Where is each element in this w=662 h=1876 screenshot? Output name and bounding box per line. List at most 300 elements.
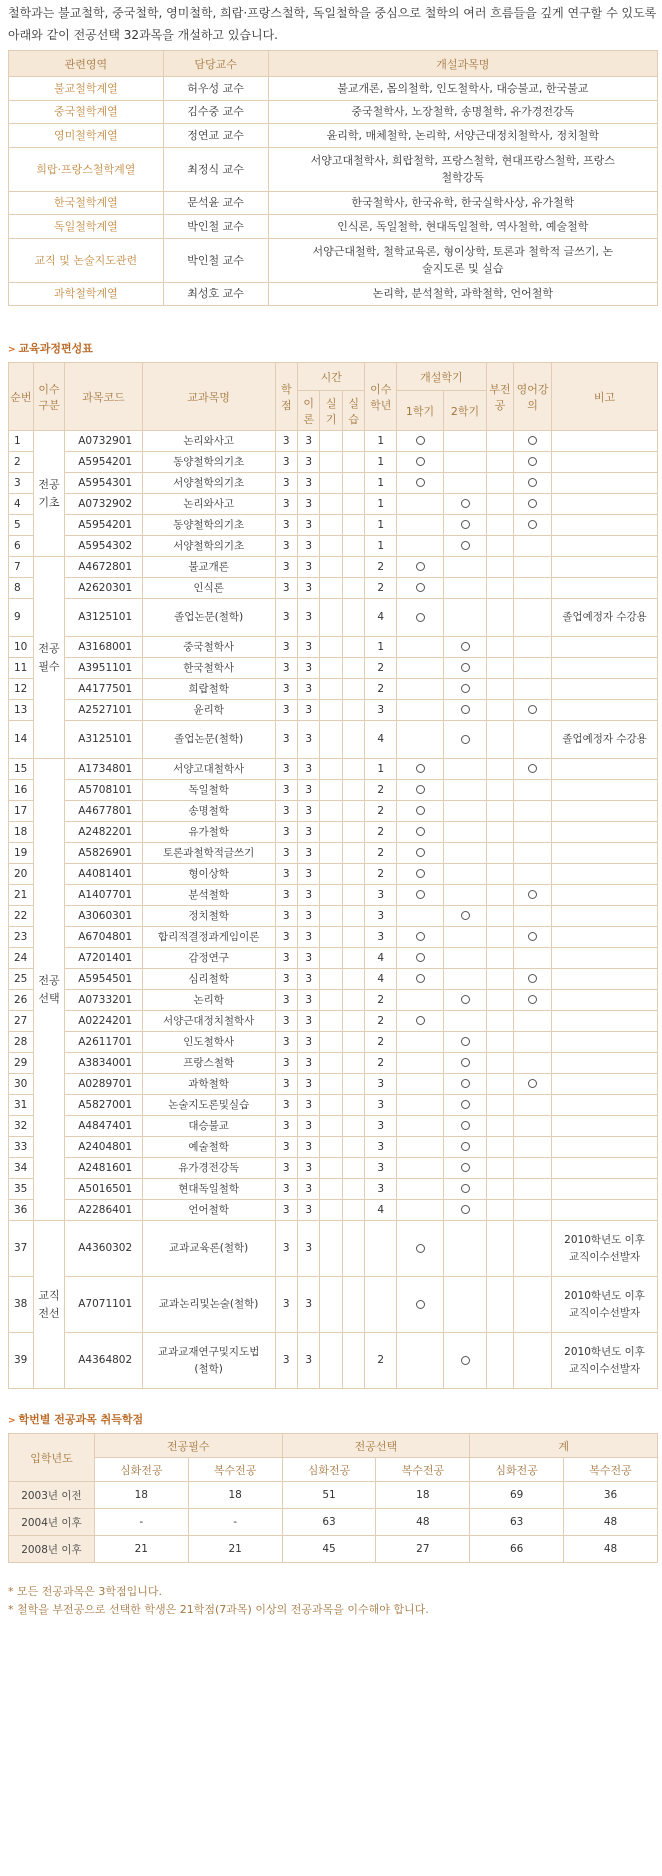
table-row — [9, 700, 658, 721]
table-row — [9, 721, 658, 759]
header-time: 시간 — [298, 363, 365, 391]
course-lab — [342, 1158, 364, 1179]
minor-cell — [486, 759, 513, 780]
semester1-cell — [396, 885, 443, 906]
course-theory: 3 — [298, 1074, 320, 1095]
course-theory: 3 — [298, 969, 320, 990]
open-mark-icon — [416, 806, 425, 815]
faculty-courses: 불교개론, 몸의철학, 인도철학사, 대승불교, 한국불교 — [268, 77, 657, 101]
course-note — [552, 679, 658, 700]
course-credit: 3 — [275, 1179, 297, 1200]
table-row — [9, 885, 658, 906]
english-mark-icon — [528, 764, 537, 773]
row-number: 23 — [9, 927, 34, 948]
open-mark-icon — [461, 735, 470, 744]
faculty-courses: 한국철학사, 한국유학, 한국실학사상, 유가철학 — [268, 191, 657, 215]
course-practice — [320, 927, 342, 948]
open-mark-icon — [461, 541, 470, 550]
semester1-cell — [396, 700, 443, 721]
open-mark-icon — [461, 1079, 470, 1088]
minor-cell — [486, 1011, 513, 1032]
course-practice — [320, 431, 342, 452]
semester2-cell — [444, 1053, 487, 1074]
minor-cell — [486, 494, 513, 515]
open-mark-icon — [461, 520, 470, 529]
course-theory: 3 — [298, 843, 320, 864]
english-cell — [513, 1032, 551, 1053]
course-code: A3834001 — [65, 1053, 143, 1074]
open-mark-icon — [416, 478, 425, 487]
english-cell — [513, 536, 551, 557]
semester2-cell — [444, 801, 487, 822]
course-lab — [342, 759, 364, 780]
semester2-cell — [444, 822, 487, 843]
course-practice — [320, 637, 342, 658]
course-year: 3 — [365, 1179, 396, 1200]
course-year: 2 — [365, 822, 396, 843]
course-credit: 3 — [275, 700, 297, 721]
course-practice — [320, 473, 342, 494]
course-lab — [342, 843, 364, 864]
minor-cell — [486, 948, 513, 969]
row-number: 21 — [9, 885, 34, 906]
course-note — [552, 780, 658, 801]
course-practice — [320, 536, 342, 557]
table-row — [9, 1277, 658, 1333]
semester1-cell — [396, 948, 443, 969]
course-lab — [342, 721, 364, 759]
minor-cell — [486, 578, 513, 599]
minor-cell — [486, 822, 513, 843]
english-cell — [513, 822, 551, 843]
course-note — [552, 822, 658, 843]
course-note: 졸업예정자 수강용 — [552, 721, 658, 759]
course-year: 2 — [365, 1011, 396, 1032]
course-name: 동양철학의기초 — [142, 515, 275, 536]
semester2-cell — [444, 1074, 487, 1095]
open-mark-icon — [461, 684, 470, 693]
course-note — [552, 1032, 658, 1053]
english-cell — [513, 780, 551, 801]
semester1-cell — [396, 637, 443, 658]
row-number: 33 — [9, 1137, 34, 1158]
minor-cell — [486, 679, 513, 700]
note-line: * 모든 전공과목은 3학점입니다. — [8, 1585, 162, 1598]
course-name: 언어철학 — [142, 1200, 275, 1221]
semester1-cell — [396, 452, 443, 473]
english-cell — [513, 494, 551, 515]
semester2-cell — [444, 1333, 487, 1389]
course-code: A4672801 — [65, 557, 143, 578]
course-name: 형이상학 — [142, 864, 275, 885]
minor-cell — [486, 864, 513, 885]
course-note — [552, 515, 658, 536]
course-code: A5954501 — [65, 969, 143, 990]
course-theory: 3 — [298, 1277, 320, 1333]
course-year: 2 — [365, 578, 396, 599]
table-row — [9, 822, 658, 843]
course-name: 인도철학사 — [142, 1032, 275, 1053]
semester2-cell — [444, 1179, 487, 1200]
curriculum-table — [8, 362, 658, 1389]
course-note — [552, 864, 658, 885]
course-name: 감정연구 — [142, 948, 275, 969]
course-code: A5826901 — [65, 843, 143, 864]
course-code: A4364802 — [65, 1333, 143, 1389]
course-code: A0224201 — [65, 1011, 143, 1032]
semester1-cell — [396, 1116, 443, 1137]
english-cell — [513, 1200, 551, 1221]
semester2-cell — [444, 1032, 487, 1053]
course-note — [552, 557, 658, 578]
english-cell — [513, 948, 551, 969]
semester2-cell — [444, 721, 487, 759]
semester2-cell — [444, 990, 487, 1011]
table-row — [9, 431, 658, 452]
table-row — [9, 864, 658, 885]
semester1-cell — [396, 473, 443, 494]
header-no: 순번 — [9, 363, 34, 431]
faculty-courses: 서양근대철학, 철학교육론, 형이상학, 토론과 철학적 글쓰기, 논술지도론 및 실습 — [268, 238, 657, 282]
course-theory: 3 — [298, 780, 320, 801]
minor-cell — [486, 599, 513, 637]
faculty-area: 교직 및 논술지도관련 — [9, 238, 164, 282]
course-note — [552, 1179, 658, 1200]
english-mark-icon — [528, 457, 537, 466]
table-row — [9, 1011, 658, 1032]
course-code: A3125101 — [65, 721, 143, 759]
course-practice — [320, 1277, 342, 1333]
course-practice — [320, 801, 342, 822]
course-theory: 3 — [298, 557, 320, 578]
table-row — [9, 578, 658, 599]
course-name: 송명철학 — [142, 801, 275, 822]
minor-cell — [486, 1137, 513, 1158]
minor-cell — [486, 536, 513, 557]
course-credit: 3 — [275, 557, 297, 578]
header-professor: 담당교수 — [163, 51, 268, 77]
course-note — [552, 494, 658, 515]
course-note — [552, 658, 658, 679]
credit-value: 21 — [94, 1536, 188, 1563]
minor-cell — [486, 1074, 513, 1095]
table-row — [9, 1095, 658, 1116]
course-theory: 3 — [298, 1011, 320, 1032]
semester1-cell — [396, 1200, 443, 1221]
course-code: A2404801 — [65, 1137, 143, 1158]
header-practice1: 실기 — [320, 391, 342, 431]
course-year: 2 — [365, 1032, 396, 1053]
course-year: 3 — [365, 906, 396, 927]
course-theory: 3 — [298, 1158, 320, 1179]
course-code: A0732902 — [65, 494, 143, 515]
semester1-cell — [396, 801, 443, 822]
course-year: 1 — [365, 452, 396, 473]
header-semester: 개설학기 — [396, 363, 486, 391]
english-cell — [513, 721, 551, 759]
table-row — [9, 536, 658, 557]
course-note — [552, 801, 658, 822]
course-year — [365, 1221, 396, 1277]
course-lab — [342, 536, 364, 557]
course-year: 2 — [365, 990, 396, 1011]
course-practice — [320, 700, 342, 721]
credit-value: 48 — [564, 1536, 658, 1563]
course-practice — [320, 658, 342, 679]
course-credit: 3 — [275, 822, 297, 843]
semester1-cell — [396, 1074, 443, 1095]
semester1-cell — [396, 1137, 443, 1158]
open-mark-icon — [416, 436, 425, 445]
credits-row — [9, 1509, 658, 1536]
row-number: 15 — [9, 759, 34, 780]
credit-value: 27 — [376, 1536, 470, 1563]
row-number: 25 — [9, 969, 34, 990]
faculty-area: 영미철학계열 — [9, 124, 164, 148]
course-credit: 3 — [275, 990, 297, 1011]
row-number: 14 — [9, 721, 34, 759]
open-mark-icon — [461, 995, 470, 1004]
faculty-professor: 최성호 교수 — [163, 282, 268, 306]
credit-value: 66 — [470, 1536, 564, 1563]
row-number: 26 — [9, 990, 34, 1011]
semester2-cell — [444, 1158, 487, 1179]
course-theory: 3 — [298, 1221, 320, 1277]
minor-cell — [486, 1179, 513, 1200]
course-lab — [342, 1053, 364, 1074]
course-practice — [320, 1179, 342, 1200]
course-code: A0733201 — [65, 990, 143, 1011]
course-lab — [342, 948, 364, 969]
semester2-cell — [444, 1221, 487, 1277]
english-cell — [513, 885, 551, 906]
course-note — [552, 927, 658, 948]
course-code: A4081401 — [65, 864, 143, 885]
english-cell — [513, 515, 551, 536]
course-year: 3 — [365, 927, 396, 948]
course-name: 교과교육론(철학) — [142, 1221, 275, 1277]
course-credit: 3 — [275, 927, 297, 948]
course-note: 졸업예정자 수강용 — [552, 599, 658, 637]
header-deep: 심화전공 — [470, 1458, 564, 1482]
course-credit: 3 — [275, 885, 297, 906]
course-theory: 3 — [298, 759, 320, 780]
table-row — [9, 990, 658, 1011]
course-credit: 3 — [275, 969, 297, 990]
semester2-cell — [444, 864, 487, 885]
minor-cell — [486, 1116, 513, 1137]
course-lab — [342, 515, 364, 536]
semester1-cell — [396, 759, 443, 780]
course-credit: 3 — [275, 780, 297, 801]
semester2-cell — [444, 679, 487, 700]
english-cell — [513, 658, 551, 679]
course-name: 졸업논문(철학) — [142, 721, 275, 759]
course-name: 유가경전강독 — [142, 1158, 275, 1179]
course-name: 불교개론 — [142, 557, 275, 578]
english-cell — [513, 679, 551, 700]
semester2-cell — [444, 599, 487, 637]
course-lab — [342, 578, 364, 599]
credit-value: 48 — [564, 1509, 658, 1536]
header-english: 영어강의 — [513, 363, 551, 431]
course-theory: 3 — [298, 679, 320, 700]
minor-cell — [486, 801, 513, 822]
credit-value: 48 — [376, 1509, 470, 1536]
faculty-row — [9, 100, 658, 124]
faculty-row — [9, 191, 658, 215]
english-mark-icon — [528, 932, 537, 941]
course-year: 2 — [365, 780, 396, 801]
row-number: 13 — [9, 700, 34, 721]
course-practice — [320, 557, 342, 578]
faculty-row — [9, 77, 658, 101]
course-name: 서양철학의기초 — [142, 473, 275, 494]
open-mark-icon — [416, 1300, 425, 1309]
credit-value: - — [188, 1509, 282, 1536]
faculty-area: 한국철학계열 — [9, 191, 164, 215]
course-lab — [342, 822, 364, 843]
course-lab — [342, 1179, 364, 1200]
row-number: 32 — [9, 1116, 34, 1137]
course-practice — [320, 1200, 342, 1221]
credit-value: 45 — [282, 1536, 376, 1563]
minor-cell — [486, 515, 513, 536]
course-lab — [342, 679, 364, 700]
course-credit: 3 — [275, 864, 297, 885]
course-year: 2 — [365, 1053, 396, 1074]
course-theory: 3 — [298, 494, 320, 515]
open-mark-icon — [461, 642, 470, 651]
course-lab — [342, 1333, 364, 1389]
faculty-professor: 허우성 교수 — [163, 77, 268, 101]
course-type: 전공기초 — [33, 431, 64, 557]
course-year: 2 — [365, 864, 396, 885]
semester2-cell — [444, 637, 487, 658]
english-cell — [513, 1179, 551, 1200]
course-practice — [320, 494, 342, 515]
english-cell — [513, 452, 551, 473]
course-type: 교직전선 — [33, 1221, 64, 1389]
minor-cell — [486, 1333, 513, 1389]
semester1-cell — [396, 843, 443, 864]
english-cell — [513, 1074, 551, 1095]
course-theory: 3 — [298, 1333, 320, 1389]
semester2-cell — [444, 473, 487, 494]
course-name: 서양근대정치철학사 — [142, 1011, 275, 1032]
header-required: 전공필수 — [94, 1434, 282, 1458]
semester2-cell — [444, 700, 487, 721]
course-name: 희랍철학 — [142, 679, 275, 700]
semester2-cell — [444, 515, 487, 536]
course-credit: 3 — [275, 843, 297, 864]
course-credit: 3 — [275, 1032, 297, 1053]
course-code: A2482201 — [65, 822, 143, 843]
table-row — [9, 1032, 658, 1053]
course-practice — [320, 990, 342, 1011]
course-year: 1 — [365, 515, 396, 536]
english-cell — [513, 927, 551, 948]
arrow-icon: > — [8, 1416, 16, 1426]
table-row — [9, 1074, 658, 1095]
english-cell — [513, 1158, 551, 1179]
course-credit: 3 — [275, 1221, 297, 1277]
course-code: A5954201 — [65, 452, 143, 473]
course-name: 중국철학사 — [142, 637, 275, 658]
course-theory: 3 — [298, 700, 320, 721]
english-mark-icon — [528, 499, 537, 508]
semester2-cell — [444, 1095, 487, 1116]
course-lab — [342, 990, 364, 1011]
course-code: A6704801 — [65, 927, 143, 948]
course-year: 3 — [365, 1074, 396, 1095]
header-name: 교과목명 — [142, 363, 275, 431]
table-row — [9, 1333, 658, 1389]
table-row — [9, 843, 658, 864]
header-courses: 개설과목명 — [268, 51, 657, 77]
row-number: 16 — [9, 780, 34, 801]
course-note — [552, 473, 658, 494]
faculty-courses: 중국철학사, 노장철학, 송명철학, 유가경전강독 — [268, 100, 657, 124]
course-note: 2010학년도 이후 교직이수선발자 — [552, 1277, 658, 1333]
course-lab — [342, 780, 364, 801]
course-lab — [342, 494, 364, 515]
entry-year: 2003년 이전 — [9, 1482, 95, 1509]
course-code: A3168001 — [65, 637, 143, 658]
course-name: 현대독일철학 — [142, 1179, 275, 1200]
course-code: A1407701 — [65, 885, 143, 906]
semester2-cell — [444, 969, 487, 990]
course-credit: 3 — [275, 948, 297, 969]
course-credit: 3 — [275, 1053, 297, 1074]
course-year — [365, 1277, 396, 1333]
course-year: 3 — [365, 1137, 396, 1158]
header-practice2: 실습 — [342, 391, 364, 431]
semester2-cell — [444, 1011, 487, 1032]
course-credit: 3 — [275, 578, 297, 599]
course-credit: 3 — [275, 1011, 297, 1032]
header-total: 계 — [470, 1434, 658, 1458]
semester1-cell — [396, 1277, 443, 1333]
course-theory: 3 — [298, 637, 320, 658]
open-mark-icon — [416, 764, 425, 773]
minor-cell — [486, 431, 513, 452]
english-cell — [513, 1333, 551, 1389]
row-number: 1 — [9, 431, 34, 452]
row-number: 18 — [9, 822, 34, 843]
course-credit: 3 — [275, 1277, 297, 1333]
open-mark-icon — [416, 932, 425, 941]
course-note — [552, 1116, 658, 1137]
course-name: 대승불교 — [142, 1116, 275, 1137]
course-code: A2527101 — [65, 700, 143, 721]
curriculum-section-title: > 교육과정편성표 — [8, 342, 93, 355]
semester1-cell — [396, 599, 443, 637]
course-code: A3125101 — [65, 599, 143, 637]
table-row — [9, 1116, 658, 1137]
row-number: 3 — [9, 473, 34, 494]
semester2-cell — [444, 658, 487, 679]
semester2-cell — [444, 494, 487, 515]
english-cell — [513, 1137, 551, 1158]
course-practice — [320, 515, 342, 536]
english-cell — [513, 473, 551, 494]
course-note — [552, 431, 658, 452]
course-credit: 3 — [275, 1200, 297, 1221]
notes — [8, 1583, 658, 1619]
course-practice — [320, 1053, 342, 1074]
course-practice — [320, 578, 342, 599]
